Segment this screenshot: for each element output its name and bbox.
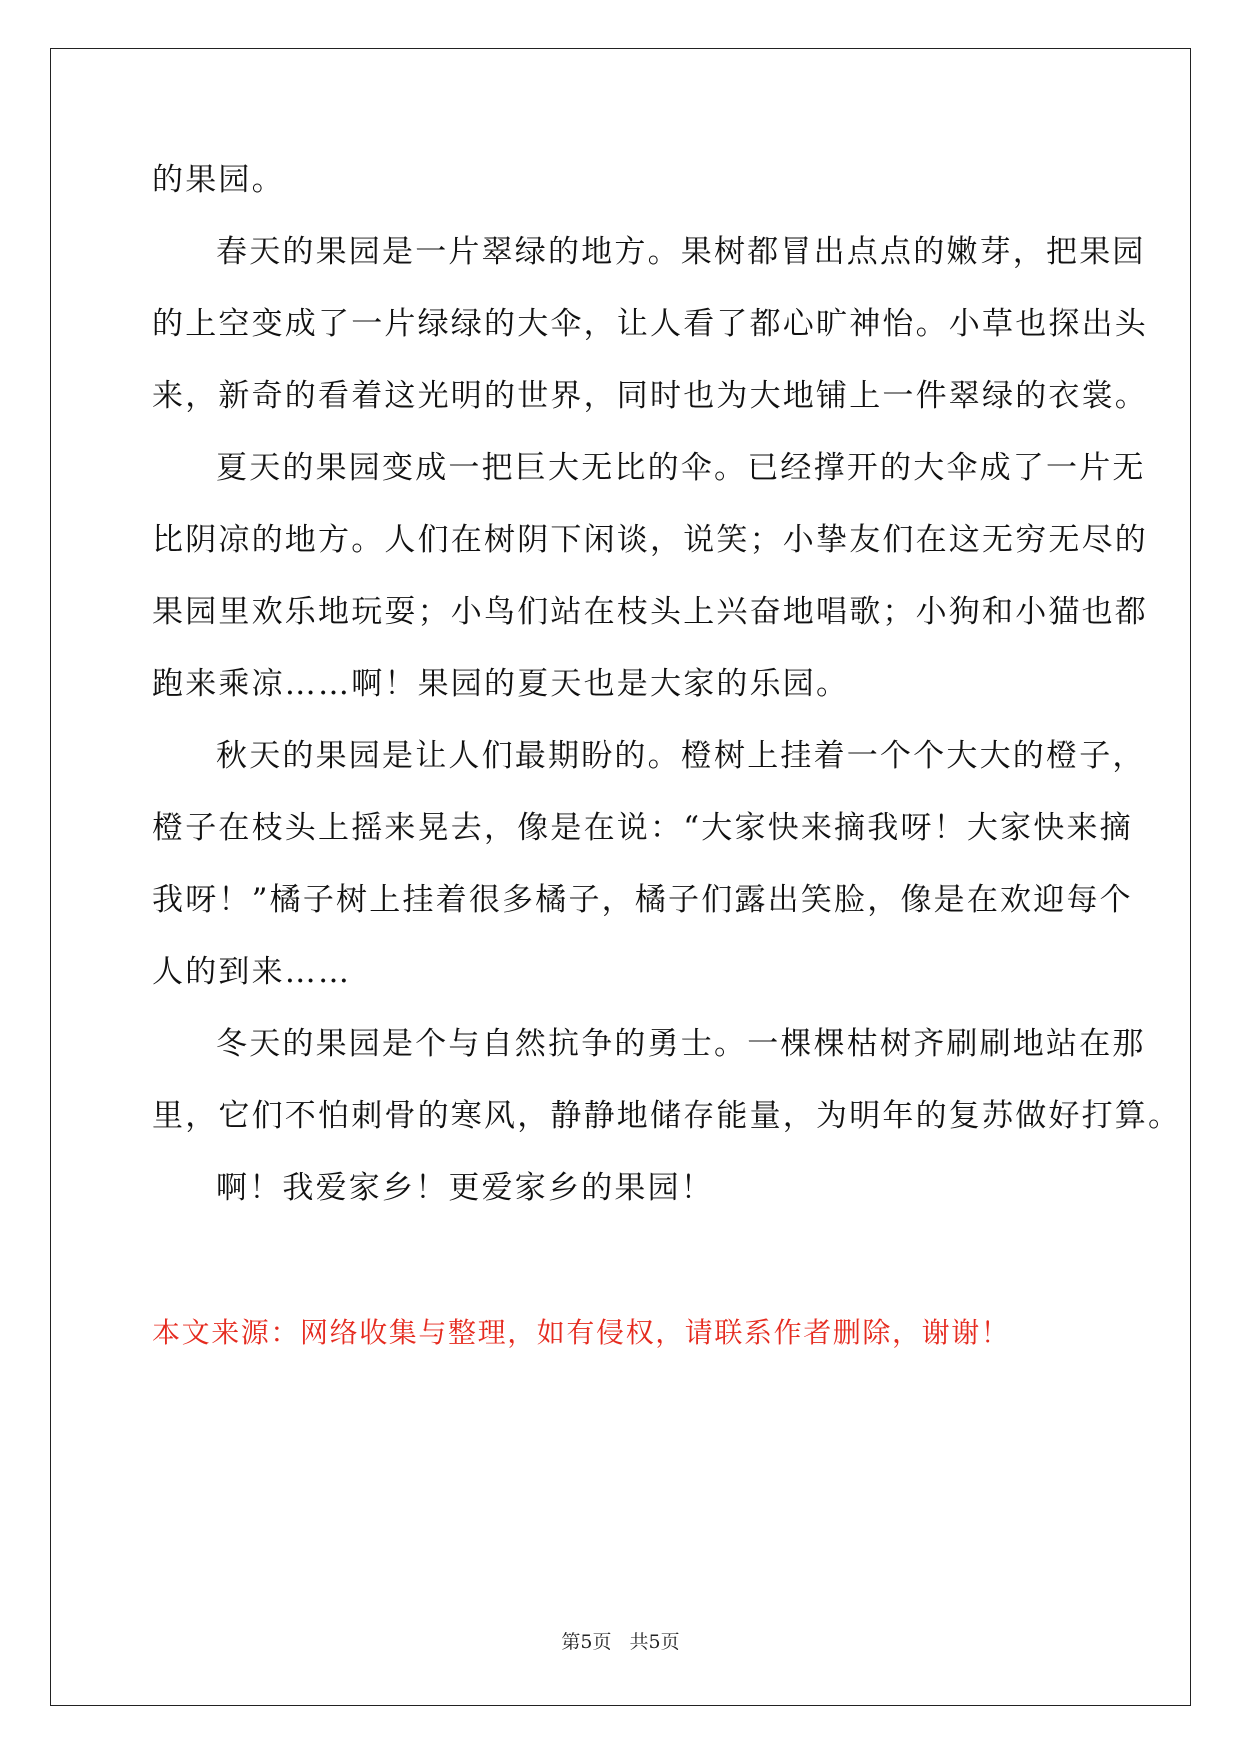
text-line: 果园里欢乐地玩耍；小鸟们站在枝头上兴奋地唱歌；小狗和小猫也都 (152, 594, 1148, 630)
paragraph-first-line: 夏天的果园变成一把巨大无比的伞。已经撑开的大伞成了一片无 (216, 450, 1146, 486)
text-line: 的果园。 (152, 162, 285, 198)
paragraph-first-line: 春天的果园是一片翠绿的地方。果树都冒出点点的嫩芽，把果园 (216, 234, 1146, 270)
text-line: 的上空变成了一片绿绿的大伞，让人看了都心旷神怡。小草也探出头 (152, 306, 1148, 342)
text-line: 我呀！”橘子树上挂着很多橘子，橘子们露出笑脸，像是在欢迎每个 (152, 882, 1133, 918)
page-number-total: 共5页 (629, 1631, 680, 1653)
page-number-current: 第5页 (561, 1631, 612, 1653)
text-line: 里，它们不怕刺骨的寒风，静静地储存能量，为明年的复苏做好打算。 (152, 1098, 1182, 1134)
source-note: 本文来源：网络收集与整理，如有侵权，请联系作者删除，谢谢！ (152, 1316, 1011, 1349)
page-footer (0, 1627, 1241, 1654)
text-line: 跑来乘凉……啊！果园的夏天也是大家的乐园。 (152, 666, 850, 702)
text-line: 来，新奇的看着这光明的世界，同时也为大地铺上一件翠绿的衣裳。 (152, 378, 1148, 414)
paragraph-first-line: 啊！我爱家乡！更爱家乡的果园！ (216, 1170, 714, 1206)
text-line: 比阴凉的地方。人们在树阴下闲谈，说笑；小挚友们在这无穷无尽的 (152, 522, 1148, 558)
paragraph-first-line: 秋天的果园是让人们最期盼的。橙树上挂着一个个大大的橙子， (216, 738, 1146, 774)
text-line: 人的到来…… (152, 954, 352, 990)
paragraph-first-line: 冬天的果园是个与自然抗争的勇士。一棵棵枯树齐刷刷地站在那 (216, 1026, 1146, 1062)
page-border (50, 48, 1191, 1706)
text-line: 橙子在枝头上摇来晃去，像是在说：“大家快来摘我呀！大家快来摘 (152, 810, 1133, 846)
